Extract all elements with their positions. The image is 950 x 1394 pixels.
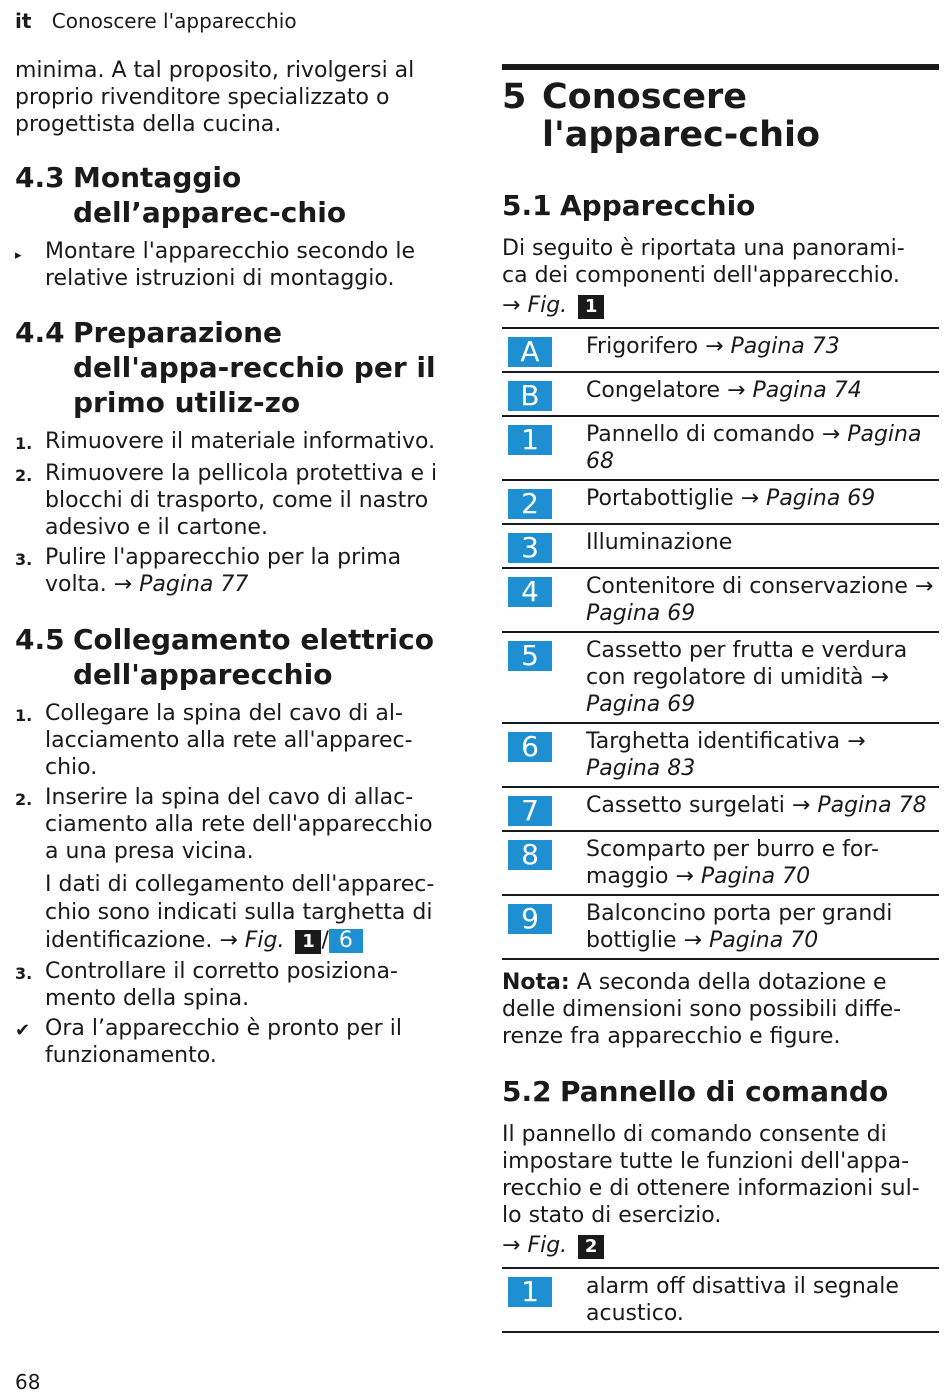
running-header (15, 8, 297, 34)
step-text: Controllare il corretto posiziona-mento della spina. (45, 959, 398, 1011)
step-text: Inserire la spina del cavo di allac-ciamento alla rete dell'apparecchio a una presa vicina. (45, 785, 433, 864)
section-heading-4-4 (15, 315, 455, 420)
header-title: Conoscere l'apparecchio (51, 9, 297, 33)
table-row (502, 832, 939, 896)
section-title: Montaggio dell’apparec-chio (73, 161, 347, 229)
table-row (502, 1269, 939, 1333)
page-number: 68 (15, 1370, 41, 1394)
step-number: 3. (15, 964, 33, 983)
step-number: 3. (15, 550, 33, 569)
item-badge: A (508, 337, 552, 367)
list-item (15, 544, 455, 598)
figure-label: Fig. (527, 1233, 568, 1258)
chapter-title: Conoscere l'apparec-chio (542, 77, 821, 155)
list-item-result (15, 1015, 455, 1069)
row-text: Congelatore → (586, 378, 746, 403)
page-reference-link[interactable]: Pagina 70 (700, 864, 811, 889)
language-code: it (15, 9, 32, 33)
note-paragraph (502, 969, 927, 1050)
item-badge: 2 (508, 489, 552, 519)
page-reference-link[interactable]: Pagina 77 (139, 572, 249, 597)
result-text: Ora l’apparecchio è pronto per il funzionamento. (45, 1016, 402, 1068)
note-text: A seconda della dotazione e delle dimensioni sono possibili diffe-renze fra apparecchio e figure. (502, 970, 902, 1049)
row-content (586, 836, 939, 890)
intro-paragraph: minima. A tal proposito, rivolgersi al proprio rivenditore specializzato o progettista della cucina. (15, 58, 415, 137)
note-label: Nota: (502, 970, 570, 995)
step-content (45, 544, 445, 598)
item-badge: 1 (508, 425, 552, 455)
row-content (586, 1273, 939, 1327)
page-reference-link[interactable]: Pagina 78 (817, 793, 927, 818)
row-content (586, 637, 939, 718)
page-reference-link[interactable]: Pagina 74 (752, 378, 862, 403)
figure-number-badge[interactable]: 2 (578, 1235, 604, 1259)
figure-separator: / (321, 928, 329, 953)
row-text: alarm off disattiva il segnale acustico. (586, 1274, 899, 1326)
item-badge[interactable]: 6 (329, 929, 363, 953)
row-content (586, 792, 927, 826)
item-badge: 6 (508, 732, 552, 762)
section-number: 5.2 (502, 1075, 552, 1108)
section-heading-5-1 (502, 188, 939, 223)
list-item (15, 784, 455, 865)
row-content (586, 573, 939, 627)
arrow-icon: → (502, 293, 521, 318)
page-reference-link[interactable]: Pagina 69 (586, 692, 696, 717)
step-number: 1. (15, 434, 33, 453)
step-number: 1. (15, 706, 33, 725)
row-text: Contenitore di conservazione → (586, 574, 934, 599)
table-row (502, 633, 939, 724)
control-panel-table (502, 1267, 939, 1333)
item-badge: B (508, 381, 552, 411)
step-text: Collegare la spina del cavo di al-lacciamento alla rete all'apparec-chio. (45, 701, 413, 780)
figure-reference (502, 1232, 939, 1259)
row-text: Scomparto per burro e for-maggio → (586, 837, 879, 889)
row-text: Illuminazione (586, 530, 733, 555)
section-heading-4-5 (15, 622, 455, 692)
item-badge: 4 (508, 577, 552, 607)
step-text: Rimuovere il materiale informativo. (45, 429, 436, 454)
figure-number-badge[interactable]: 1 (578, 295, 604, 319)
instruction-list (15, 238, 455, 292)
table-row (502, 896, 939, 960)
page-reference-link[interactable]: Pagina 69 (766, 486, 876, 511)
section-title: Collegamento elettrico dell'apparecchio (73, 623, 434, 691)
table-row (502, 788, 939, 832)
table-row (502, 417, 939, 481)
item-badge: 3 (508, 533, 552, 563)
checkmark-icon: ✔ (15, 1020, 31, 1041)
step-number: 2. (15, 790, 33, 809)
page-reference-link[interactable]: Pagina 73 (730, 334, 840, 359)
list-item-text: Montare l'apparecchio secondo le relative istruzioni di montaggio. (45, 239, 415, 291)
row-content (586, 728, 939, 782)
page-reference-link[interactable]: Pagina 70 (708, 928, 819, 953)
table-row (502, 525, 939, 569)
row-text: Portabottiglie → (586, 486, 760, 511)
section-number: 4.3 (15, 161, 65, 194)
components-table (502, 327, 939, 960)
note-text: I dati di collegamento dell'apparec-chio sono indicati sulla targhetta di identificazione. → (45, 872, 435, 953)
list-item (15, 700, 455, 781)
row-content (586, 900, 939, 954)
row-text: Pannello di comando → (586, 422, 841, 447)
item-badge: 9 (508, 904, 552, 934)
list-item-note (15, 871, 455, 955)
row-content (586, 529, 732, 563)
steps-list (15, 700, 455, 1069)
table-row (502, 373, 939, 417)
left-column (15, 57, 455, 1069)
figure-reference (502, 292, 939, 319)
chapter-number: 5 (502, 77, 527, 117)
arrow-icon: → (502, 1233, 521, 1258)
page-reference-link[interactable]: Pagina 68 (586, 422, 922, 474)
section-intro: Il pannello di comando consente di impostare tutte le funzioni dell'appa-recchio e di ottenere informazioni sul-lo stato di esercizio. (502, 1122, 920, 1228)
item-badge: 8 (508, 840, 552, 870)
figure-number-badge[interactable]: 1 (295, 930, 321, 954)
row-text: Cassetto per frutta e verdura con regolatore di umidità → (586, 638, 908, 690)
figure-label: Fig. (527, 293, 568, 318)
chapter-heading (502, 64, 939, 154)
section-heading-5-2 (502, 1074, 939, 1109)
section-intro: Di seguito è riportata una panorami-ca dei componenti dell'apparecchio. (502, 236, 905, 288)
table-row (502, 481, 939, 525)
row-content (586, 333, 840, 367)
row-content (586, 421, 939, 475)
section-number: 4.5 (15, 623, 65, 656)
row-text: Cassetto surgelati → (586, 793, 811, 818)
section-title: Pannello di comando (560, 1075, 889, 1108)
section-title: Preparazione dell'appa-recchio per il primo utiliz-zo (73, 316, 436, 419)
item-badge: 7 (508, 796, 552, 826)
row-content (586, 485, 875, 519)
table-row (502, 329, 939, 373)
bullet-icon: ▸ (15, 248, 22, 263)
list-item (15, 460, 455, 541)
section-title: Apparecchio (560, 189, 756, 222)
step-number: 2. (15, 466, 33, 485)
row-text: Balconcino porta per grandi bottiglie → (586, 901, 893, 953)
item-badge: 1 (508, 1277, 552, 1307)
item-badge: 5 (508, 641, 552, 671)
table-row (502, 569, 939, 633)
list-item (15, 428, 455, 457)
table-row (502, 724, 939, 788)
page-reference-link[interactable]: Pagina 69 (586, 601, 696, 626)
row-text: Targhetta identificativa → (586, 729, 866, 754)
step-text: Pulire l'apparecchio per la prima volta. → (45, 545, 402, 597)
section-heading-4-3 (15, 160, 455, 230)
page-reference-link[interactable]: Pagina 83 (586, 756, 696, 781)
section-number: 5.1 (502, 189, 552, 222)
list-item (15, 958, 455, 1012)
note-content (45, 871, 450, 955)
section-number: 4.4 (15, 316, 65, 349)
indent-spacer (15, 871, 45, 955)
step-text: Rimuovere la pellicola protettiva e i blocchi di trasporto, come il nastro adesivo e il cartone. (45, 461, 438, 540)
row-text: Frigorifero → (586, 334, 724, 359)
steps-list (15, 428, 455, 598)
row-content (586, 377, 862, 411)
right-column (502, 64, 939, 1333)
list-item (15, 238, 455, 292)
figure-label: Fig. (244, 928, 285, 953)
